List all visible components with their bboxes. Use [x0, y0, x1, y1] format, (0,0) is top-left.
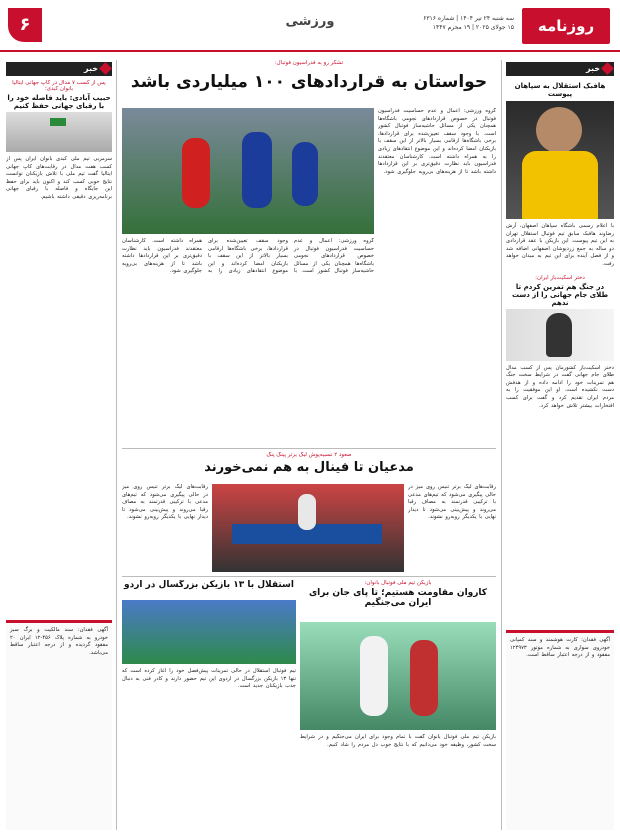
ttennis-body: رقابت‌های لیگ برتر تنیس روی میز در حالی پیگیری می‌شود که تیم‌های مدعی با ترکیبی قدرتمند به مصاف رقبا می‌روند و پیش‌بینی می‌شود تا دیدار نهایی با یکدیگر روبه‌رو نشوند. [408, 484, 496, 521]
women-player-shape [410, 640, 438, 716]
right-story1-title: هافبک استقلال به سپاهان پیوست [514, 82, 606, 98]
newspaper-logo: روزنامه [522, 8, 610, 44]
right-ad-box [506, 630, 614, 830]
team-photo [122, 600, 296, 664]
right-story2-body: دختر اسکیت‌باز کشورمان پس از کسب مدال طلای جام جهانی گفت در شرایط سخت جنگ هم تمرینات خود را ادامه داده و از هدفش دست نکشیده است. او این موفقیت را به مردم ایران تقدیم کرد و گفت برای کسب افتخارات بیشتر تلاش خواهد کرد. [506, 364, 614, 409]
red-player-shape [182, 138, 210, 208]
section-rule [122, 448, 496, 449]
main-body-col1: گروه ورزشی: اعمال و عدم حساسیت فدراسیون فوتبال در خصوص قراردادهای نجومی باشگاه‌ها همچنان یکی از مسائل حاشیه‌ساز فوتبال کشور است. با وجود سقف تعیین‌شده برای قراردادها، برخی باشگاه‌ها ارقامی بسیار بالاتر از این سقف با بازیکنان امضا کرده‌اند و این موضوع انتقادهای زیادی را به همراه داشته است. کارشناسان معتقدند فدراسیون باید نظارت دقیق‌تری بر این قراردادها داشته باشد تا از هزینه‌های بی‌رویه جلوگیری شود. [378, 108, 496, 175]
section-rule [122, 576, 496, 577]
yellow-jersey-shape [522, 151, 598, 219]
blue-player-shape [242, 132, 272, 208]
main-kicker: تشکر رو به فدراسیون فوتبال: [274, 60, 344, 66]
main-body-col2: گروه ورزشی: اعمال و عدم حساسیت فدراسیون فوتبال در خصوص قراردادهای نجومی باشگاه‌ها همچنان یکی از مسائل حاشیه‌ساز فوتبال کشور است. با وجود سقف تعیین‌شده برای قراردادها، برخی باشگاه‌ها ارقامی بسیار بالاتر از این سقف با بازیکنان امضا کرده‌اند و این موضوع انتقادهای زیادی را به همراه داشته است. کارشناسان معتقدند فدراسیون باید نظارت دقیق‌تری بر این قراردادها داشته باشد تا از هزینه‌های بی‌رویه جلوگیری شود. [122, 238, 374, 275]
right-column [506, 80, 614, 465]
women-header: بازیکن تیم ملی فوتبال بانوان: کاروان مقاومت هستیم؛ تا پای جان برای ایران می‌جنگیم [300, 580, 496, 620]
skater-photo [506, 309, 614, 361]
right-ad-text: آگهی فقدان: کارت هوشمند و سند کمپانی خودروی سواری به شماره موتور ۱۲۴۹۷۳ مفقود و از درجه اعتبار ساقط است. [510, 637, 610, 659]
women-body: بازیکن تیم ملی فوتبال بانوان گفت با تمام وجود برای ایران می‌جنگیم و در شرایط سخت کشور، وظیفه خود می‌دانیم که با نتایج خوب دل مردم را شاد کنیم. [300, 734, 496, 748]
women-player-shape [360, 636, 388, 716]
left-body: سرمربی تیم ملی کبدی بانوان ایران پس از کسب هفت مدال در رقابت‌های کاپ جهانی ایتالیا گفت تیم ملی با تلاش بازیکنان توانست نتایج خوبی کسب کند و اکنون باید برای حفظ این جایگاه و فاصله با رقبای جهانی برنامه‌ریزی دقیقی داشته باشیم. [6, 156, 112, 200]
football-photo [122, 108, 374, 234]
blue-player-shape [292, 142, 318, 206]
masthead [0, 0, 620, 52]
right-col-header: خبر [506, 62, 614, 76]
right-story2-title: در جنگ هم تمرین کردم تا طلای جام جهانی را از دست ندهم [511, 282, 609, 307]
table-tennis-photo [212, 484, 404, 572]
column-rule [501, 60, 502, 830]
player-photo [506, 101, 614, 219]
right-story1-body: با اعلام رسمی باشگاه سپاهان اصفهان، آرش رضاوند هافبک سابق تیم فوتبال استقلال تهران به این تیم پیوست. این بازیکن با عقد قراردادی دو ساله به جمع زردپوشان اصفهانی اضافه شد و از فصل آینده برای این تیم به میدان خواهد رفت. [506, 223, 614, 267]
left-title: حبیب آبادی: باید فاصله خود را با رقبای جهانی حفظ کنیم [7, 94, 111, 110]
right-story2-kicker: دختر اسکیت‌باز ایران: [535, 274, 585, 281]
page-number: ۶ [8, 8, 42, 42]
kabaddi-photo [6, 112, 112, 152]
skater-shape [546, 313, 572, 357]
camp-body: تیم فوتبال استقلال در حالی تمرینات پیش‌فصل خود را آغاز کرده است که تنها ۱۳ بازیکن بزرگسال در اردوی این تیم حضور دارند و کادر فنی به دنبال جذب بازیکنان جدید است. [122, 668, 296, 690]
main-header [122, 60, 496, 105]
left-col-header: خبر [6, 62, 112, 76]
main-title: حواستان به قراردادهای ۱۰۰ میلیاردی باشد [130, 72, 488, 92]
camp-title: استقلال با ۱۳ بازیکن بزرگسال در اردو [124, 580, 294, 590]
women-photo [300, 622, 496, 730]
ttennis-title: مدعیان تا فینال به هم نمی‌خورند [204, 460, 414, 475]
player-head-shape [536, 107, 582, 153]
tt-player-shape [298, 494, 316, 530]
issue-info: سه شنبه ۲۴ تیر ۱۴۰۴ | شماره ۶۳۱۶ ۱۵ جولای ۲۰۲۵ | ۱۹ محرم ۱۴۴۷ [423, 15, 514, 31]
left-ad-text: آگهی فقدان: سند مالکیت و برگ سبز خودرو به شماره پلاک ۴۵۶-۱۲ ایران ۲۰ مفقود گردیده و از درجه اعتبار ساقط می‌باشد. [10, 627, 108, 656]
column-rule [116, 60, 117, 830]
flag-shape [50, 118, 66, 126]
left-column: پس از کسب ۷ مدال در کاپ جهانی ایتالیا بانوان کبدی؛ حبیب آبادی: باید فاصله خود را با رقبای جهانی حفظ کنیم سرمربی تیم ملی کبدی بانوان ایران پس از کسب هفت مدال در رقابت‌های کاپ جهانی ایتالیا گفت تیم ملی با تلاش بازیکنان توانست نتایج خوبی کسب کند و اکنون باید برای حفظ این جایگاه و فاصله با رقبای جهانی برنامه‌ریزی دقیقی داشته باشیم. [6, 80, 112, 200]
section-title: ورزشی [285, 14, 335, 29]
left-ad-box [6, 620, 112, 830]
ttennis-header: صعود ۲ نسبیه‌پوش لیگ برتر پینگ پنگ مدعیان تا فینال به هم نمی‌خورند [122, 452, 496, 482]
women-title: کاروان مقاومت هستیم؛ تا پای جان برای ایران می‌جنگیم [308, 588, 488, 608]
